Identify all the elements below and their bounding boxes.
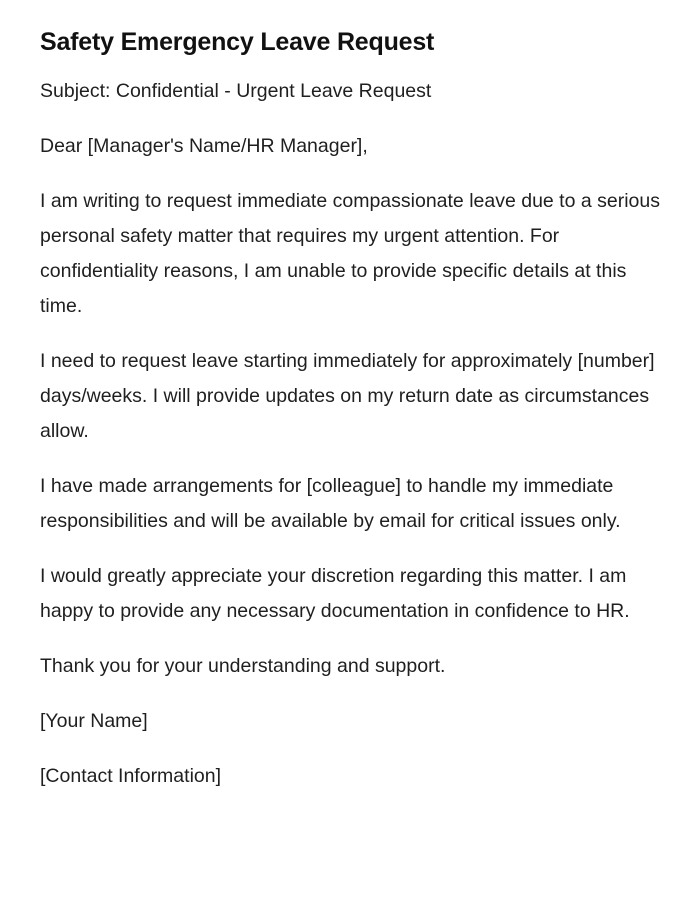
body-paragraph-1: I am writing to request immediate compassionate leave due to a serious personal safety matter that requires my urgent attention. For confidentiality reasons, I am unable to provide specific details at this time. — [40, 190, 660, 317]
salutation: Dear [Manager's Name/HR Manager], — [40, 135, 368, 157]
subject-line: Subject: Confidential - Urgent Leave Request — [40, 80, 432, 102]
signature-name: [Your Name] — [40, 710, 148, 732]
body-paragraph-4: I would greatly appreciate your discretion regarding this matter. I am happy to provide any necessary documentation in confidence to HR. — [40, 565, 630, 622]
body-paragraph-3: I have made arrangements for [colleague] to handle my immediate responsibilities and will be available by email for critical issues only. — [40, 475, 621, 532]
signature-contact: [Contact Information] — [40, 765, 222, 787]
page-title: Safety Emergency Leave Request — [40, 28, 435, 56]
body-paragraph-2: I need to request leave starting immediately for approximately [number] days/weeks. I will provide updates on my return date as circumstances allow. — [40, 350, 655, 442]
closing-line: Thank you for your understanding and support. — [40, 655, 446, 677]
